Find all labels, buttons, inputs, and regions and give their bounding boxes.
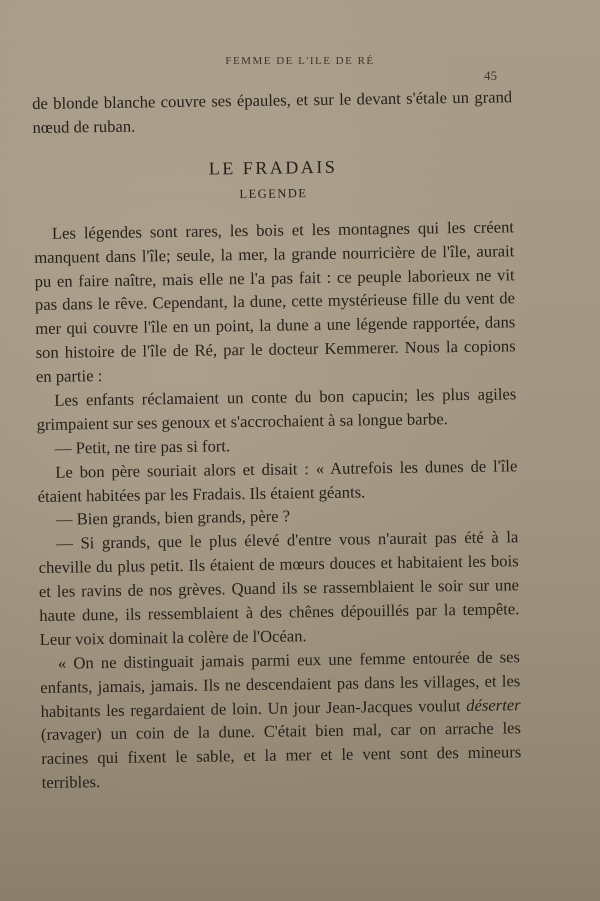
text-line: son histoire de l'île de Ré, par le docteur Kemmerer. Nous la copions bbox=[35, 336, 516, 363]
text-line: en partie : bbox=[35, 366, 103, 387]
text-line: cheville du plus petit. Ils étaient de mœurs douces et habitaient les bois bbox=[38, 551, 519, 578]
text-line: terribles. bbox=[41, 772, 101, 793]
text-line: mer qui couvre l'île en un point, la dune a une légende rapportée, dans bbox=[35, 312, 516, 339]
text-line: pas dans le rêve. Cependant, la dune, cette mystérieuse fille du vent de bbox=[34, 288, 516, 315]
chapter-title: LE FRADAIS bbox=[208, 156, 338, 179]
text-line: (ravager) un coin de la dune. C'était bien mal, car on arrache les bbox=[40, 718, 522, 745]
text-line: Leur voix dominait la colère de l'Océan. bbox=[39, 626, 307, 649]
text-line: nœud de ruban. bbox=[32, 116, 136, 137]
text-line: pu en faire naître, mais elle ne l'a pas fait : ce peuple laborieux ne vit bbox=[34, 264, 515, 291]
text-line: grimpaient sur ses genoux et s'accrochaient à sa longue barbe. bbox=[36, 409, 448, 434]
running-head: FEMME DE L'ILE DE RÉ bbox=[225, 55, 375, 67]
text-line: enfants, jamais, jamais. Ils ne descendaient pas dans les villages, et les bbox=[40, 670, 521, 697]
text-line: racines qui fixent le sable, et la mer et le vent sont des mineurs bbox=[41, 742, 522, 769]
text-line: — Si grands, que le plus élevé d'entre vous n'aurait pas été à la bbox=[56, 527, 519, 554]
text-line: et les ravins de nos grèves. Quand ils se rassemblaient le soir sur une bbox=[38, 575, 520, 602]
text-line: de blonde blanche couvre ses épaules, et sur le devant s'étale un grand bbox=[32, 87, 513, 113]
text-line: Le bon père souriait alors et disait : « Autrefois les dunes de l'île bbox=[55, 455, 518, 482]
body-text bbox=[32, 85, 522, 795]
text-line: manquent dans l'île; seule, la mer, la grande nourricière de l'île, aurait bbox=[34, 240, 515, 267]
page-number: 45 bbox=[484, 68, 497, 83]
text-line: Les enfants réclamaient un conte du bon capucin; les plus agiles bbox=[54, 384, 517, 410]
text-line: « On ne distinguait jamais parmi eux une femme entourée de ses bbox=[57, 647, 521, 673]
italic-word: déserter bbox=[466, 694, 521, 715]
text-line: étaient habitées par les Fradais. Ils étaient géants. bbox=[37, 481, 366, 506]
text-line: haute dune, ils ressemblaient à des chênes dépouillés par la tempête. bbox=[39, 599, 520, 625]
text-line: Les légendes sont rares, les bois et les montagnes qui les créent bbox=[51, 217, 515, 243]
text-line: — Petit, ne tire pas si fort. bbox=[54, 436, 231, 458]
chapter-subtitle: LEGENDE bbox=[239, 185, 308, 201]
text-segment: habitants les regardaient de loin. Un jour Jean-Jacques voulut bbox=[40, 695, 467, 721]
text-line: — Bien grands, bien grands, père ? bbox=[55, 506, 291, 530]
